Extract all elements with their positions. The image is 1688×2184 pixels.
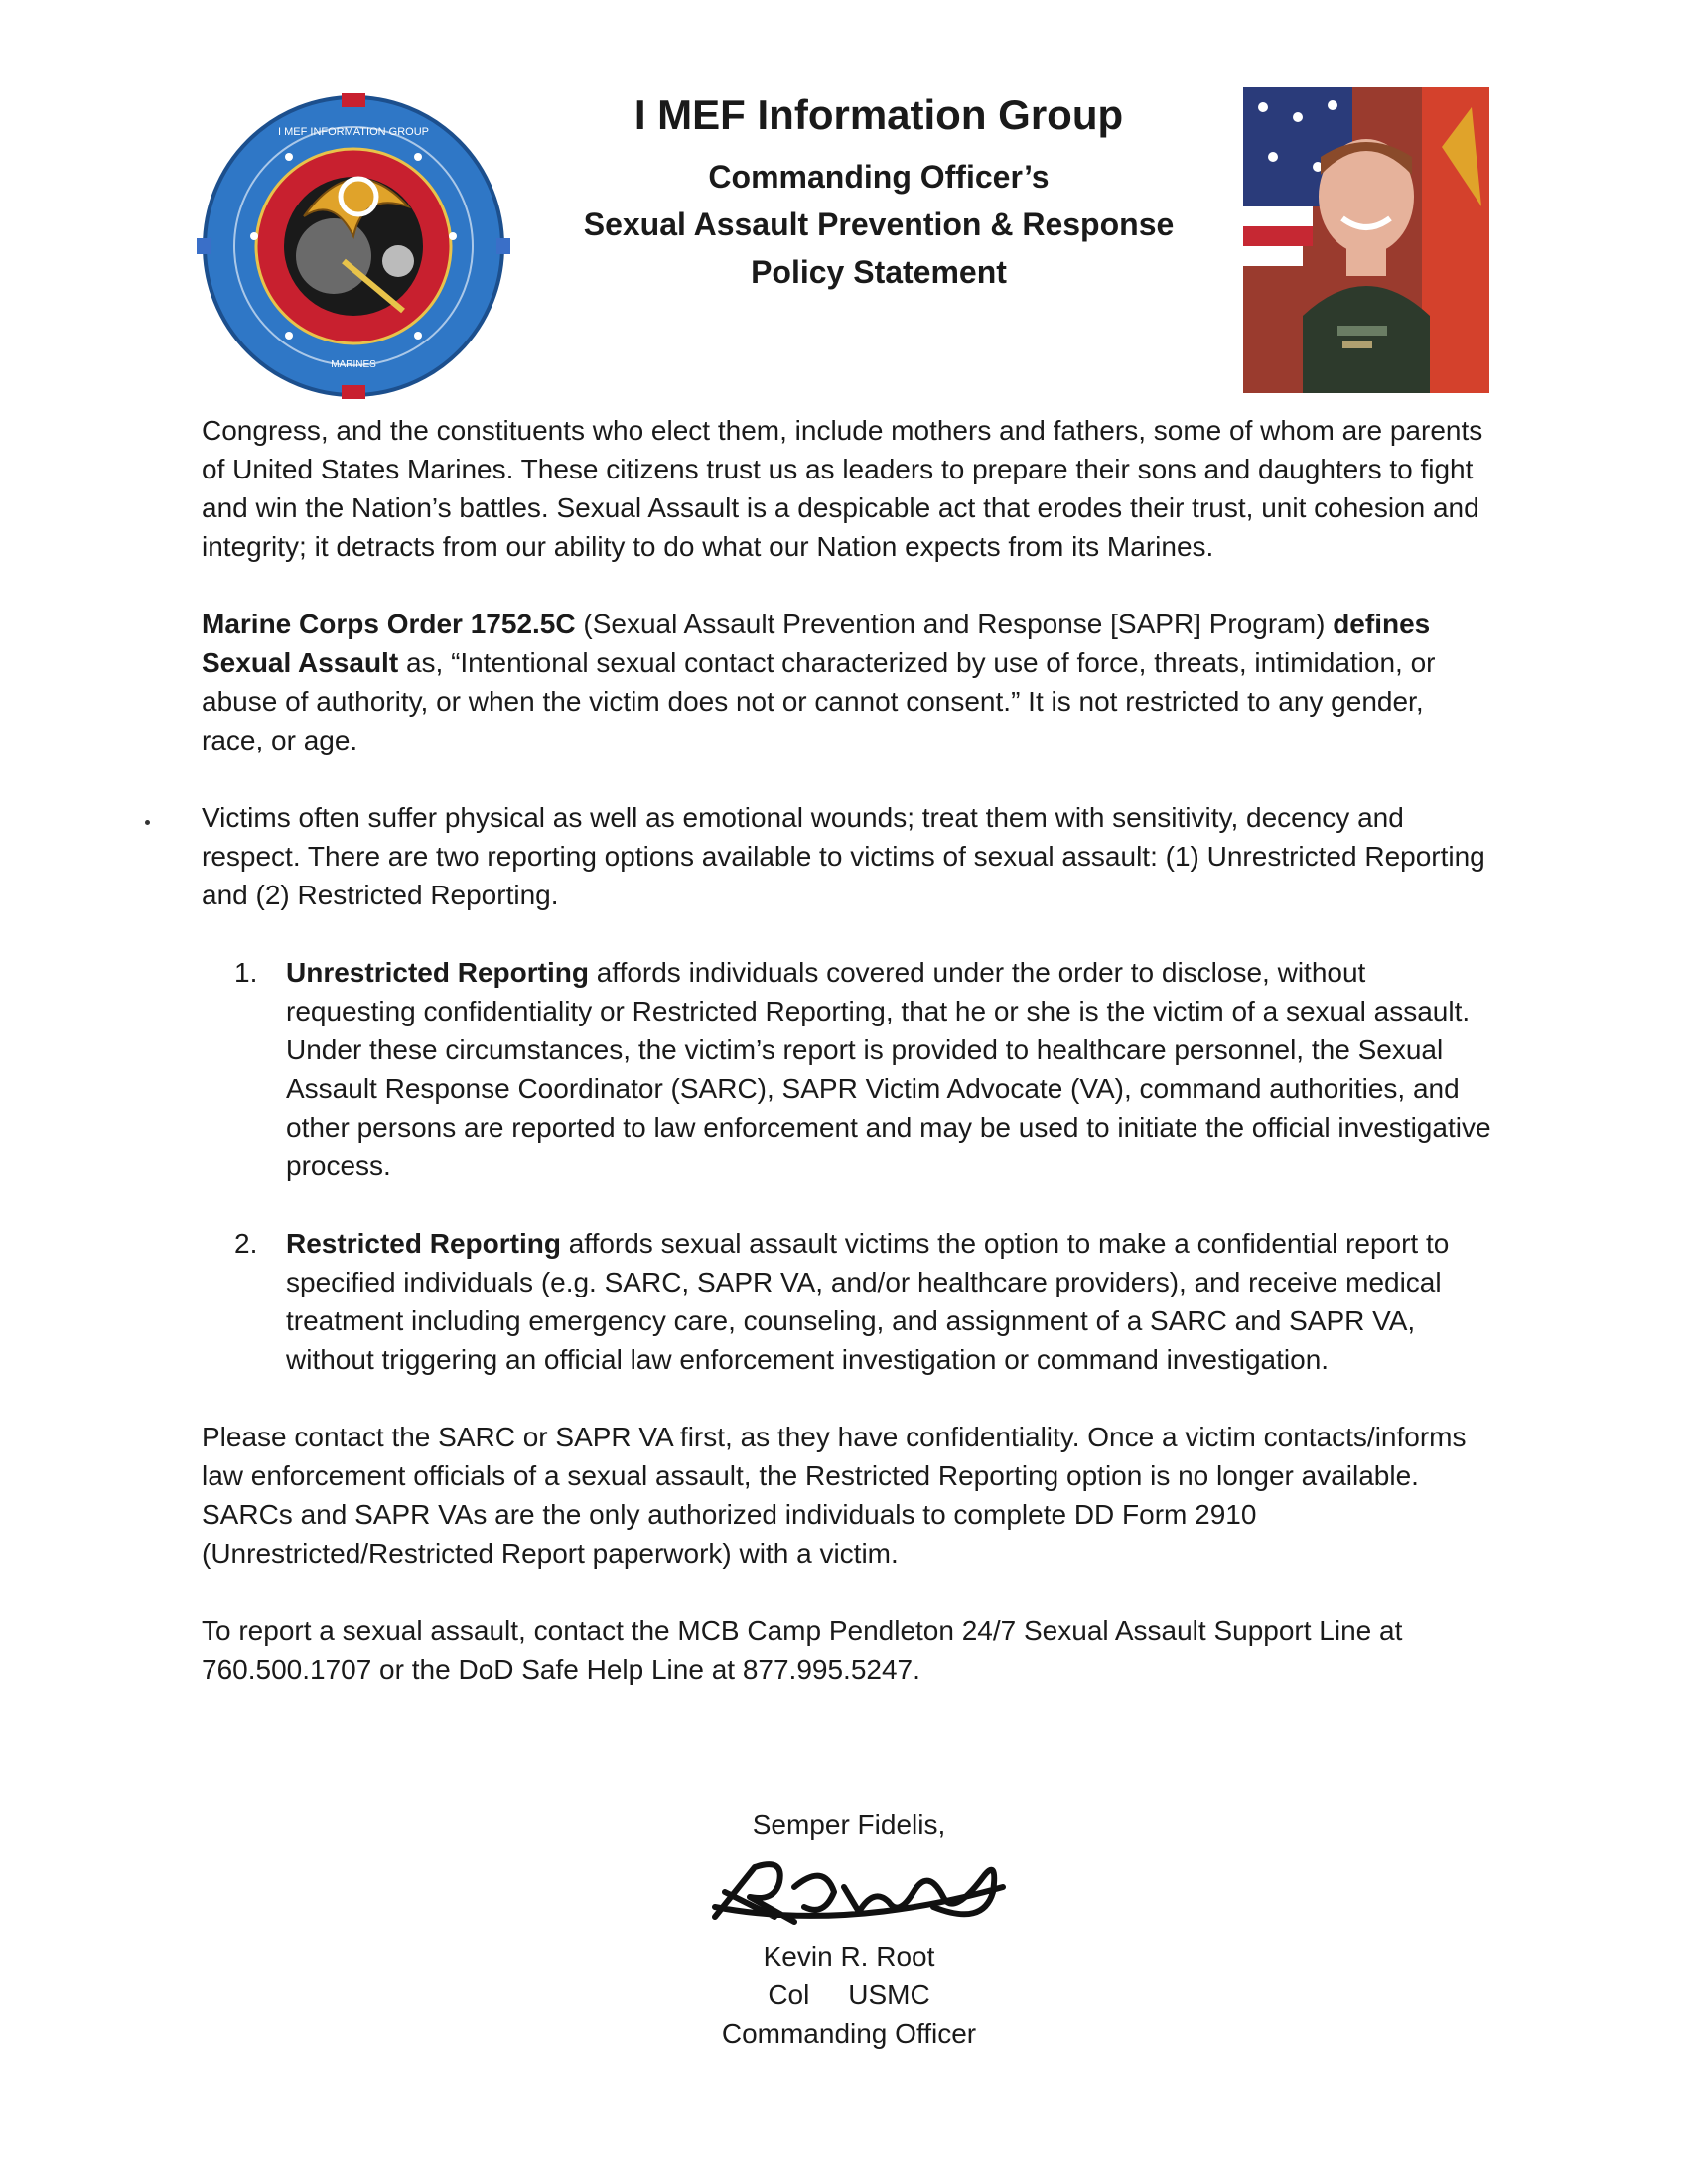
order-program: (Sexual Assault Prevention and Response [SAPR] Program) [575,609,1334,639]
definition-text: as, “Intentional sexual contact characterized by use of force, threats, intimidation, or abuse of authority, or when the victim does not or cannot consent.” It is not restricted to any gender, race, or age. [202,647,1436,755]
svg-text:I MEF INFORMATION GROUP: I MEF INFORMATION GROUP [278,126,429,138]
signature-block [695,1805,1003,2053]
order-reference: Marine Corps Order 1752.5C [202,609,576,639]
bullet-mark [145,820,150,825]
reporting-options-list [202,953,1492,1379]
signer-title: Commanding Officer [721,2018,977,2049]
svg-text:MARINES: MARINES [331,359,376,370]
contact-paragraph: Please contact the SARC or SAPR VA first, as they have confidentiality. Once a victim contacts/informs law enforcement officials of a sexual assault, the Restricted Reporting option is no longer available. SARCs and SAPR VAs are the only authorized individuals to complete DD Form 2910 (Unrestricted/Restricted Report paperwork) with a victim. [202,1422,1467,1569]
list-item [202,1224,1492,1379]
defines-phrase: defines Sexual Assault [202,609,1431,678]
unit-title: I MEF Information Group [633,91,1124,138]
list-item [202,953,1492,1185]
hotline-paragraph: To report a sexual assault, contact the MCB Camp Pendleton 24/7 Sexual Assault Support Line at 760.500.1707 or the DoD Safe Help Line at 877.995.5247. [202,1615,1403,1685]
salutation: Semper Fidelis, [752,1809,946,1840]
option-description: affords sexual assault victims the option to make a confidential report to specified individuals (e.g. SARC, SAPR VA, and/or healthcare providers), and receive medical treatment including emergency care, counseling, and assignment of a SARC and SAPR VA, without triggering an official law enforcement investigation or command investigation. [286,1228,1450,1375]
intro-paragraph: Congress, and the constituents who elect them, include mothers and fathers, some of whom are parents of United States Marines. These citizens trust us as leaders to prepare their sons and daughters to fight and win the Nation’s battles. Sexual Assault is a despicable act that erodes their trust, unit cohesion and integrity; it detracts from our ability to do what our Nation expects from its Marines. [202,415,1483,562]
list-item-number: 1. [234,957,258,988]
definition-paragraph [202,605,1492,759]
unit-seal-logo [195,87,512,405]
victims-section [202,798,1492,914]
signer-name: Kevin R. Root [763,1941,935,1972]
document-title-block [536,91,1221,296]
list-item-number: 2. [234,1228,258,1259]
letterhead [0,0,1688,417]
commanding-officer-portrait [1243,87,1489,393]
option-term: Unrestricted Reporting [286,957,589,988]
subtitle-line-2: Sexual Assault Prevention & Response [583,206,1175,243]
subtitle-line-1: Commanding Officer’s [708,159,1050,196]
signer-rank: Col USMC [768,1979,930,2010]
option-term: Restricted Reporting [286,1228,561,1259]
subtitle-line-3: Policy Statement [751,254,1007,291]
policy-body [202,411,1492,1727]
victims-paragraph: Victims often suffer physical as well as emotional wounds; treat them with sensitivity, decency and respect. There are two reporting options available to victims of sexual assault: (1) Unrestricted Reporting and (2) Restricted Reporting. [202,802,1485,910]
signature-image [695,1847,1013,1937]
option-description: affords individuals covered under the order to disclose, without requesting confidentiality or Restricted Reporting, that he or she is the victim of a sexual assault. Under these circumstances, the victim’s report is provided to healthcare personnel, the Sexual Assault Response Coordinator (SARC), SAPR Victim Advocate (VA), command authorities, and other persons are reported to law enforcement and may be used to initiate the official investigative process. [286,957,1491,1181]
